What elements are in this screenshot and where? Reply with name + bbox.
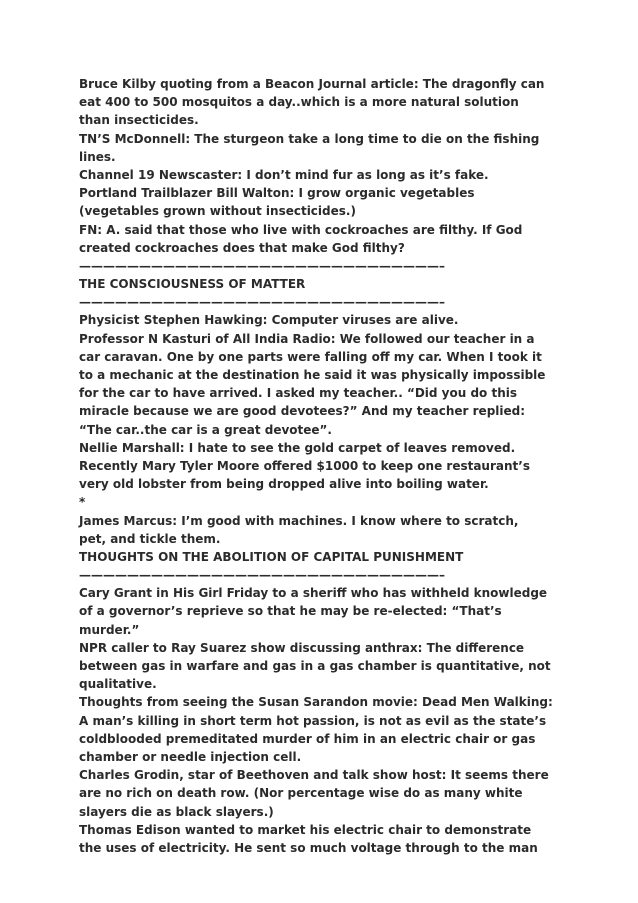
text-line: slayers die as black slayers.) xyxy=(79,804,274,819)
section-heading: THOUGHTS ON THE ABOLITION OF CAPITAL PUNISHMENT xyxy=(79,549,464,564)
separator-asterisk: * xyxy=(79,495,86,510)
divider-line: ——————————————————————————————– xyxy=(79,258,445,273)
text-line: Nellie Marshall: I hate to see the gold carpet of leaves removed. xyxy=(79,440,516,455)
text-line: A man’s killing in short term hot passion, is not as evil as the state’s xyxy=(79,713,547,728)
text-line: NPR caller to Ray Suarez show discussing anthrax: The difference xyxy=(79,640,525,655)
text-line: are no rich on death row. (Nor percentage wise do as many white xyxy=(79,786,523,801)
text-line: Thoughts from seeing the Susan Sarandon movie: Dead Men Walking: xyxy=(79,695,553,710)
text-line: “The car..the car is a great devotee”. xyxy=(79,422,332,437)
text-line: miracle because we are good devotees?” And my teacher replied: xyxy=(79,404,526,419)
text-line: pet, and tickle them. xyxy=(79,531,221,546)
text-line: coldblooded premeditated murder of him in an electric chair or gas xyxy=(79,731,536,746)
text-line: the uses of electricity. He sent so much voltage through to the man xyxy=(79,840,538,855)
text-line: between gas in warfare and gas in a gas chamber is quantitative, not xyxy=(79,659,551,673)
document-body xyxy=(79,75,569,857)
section-heading: THE CONSCIOUSNESS OF MATTER xyxy=(79,277,306,292)
text-line: eat 400 to 500 mosquitos a day..which is a more natural solution xyxy=(79,95,519,110)
text-line: to a mechanic at the destination he said it was physically impossible xyxy=(79,368,546,382)
text-line: Charles Grodin, star of Beethoven and talk show host: It seems there xyxy=(79,768,549,783)
text-line: Cary Grant in His Girl Friday to a sheriff who has withheld knowledge xyxy=(79,586,548,601)
divider-line: ——————————————————————————————– xyxy=(79,568,445,583)
text-line: of a governor’s reprieve so that he may be re-elected: “That’s xyxy=(79,604,502,619)
text-line: than insecticides. xyxy=(79,113,199,128)
text-line: car caravan. One by one parts were falling off my car. When I took it xyxy=(79,349,542,364)
text-line: Portland Trailblazer Bill Walton: I grow organic vegetables xyxy=(79,186,475,201)
text-line: lines. xyxy=(79,149,116,164)
text-line: Physicist Stephen Hawking: Computer viruses are alive. xyxy=(79,313,459,328)
text-line: Channel 19 Newscaster: I don’t mind fur as long as it’s fake. xyxy=(79,167,489,182)
text-line: for the car to have arrived. I asked my teacher.. “Did you do this xyxy=(79,386,518,401)
text-line: FN: A. said that those who live with cockroaches are filthy. If God xyxy=(79,222,523,237)
text-line: qualitative. xyxy=(79,677,157,692)
text-line: Recently Mary Tyler Moore offered $1000 to keep one restaurant’s xyxy=(79,458,530,473)
text-line: created cockroaches does that make God filthy? xyxy=(79,240,405,255)
text-line: (vegetables grown without insecticides.) xyxy=(79,204,356,219)
divider-line: ——————————————————————————————– xyxy=(79,295,445,310)
text-line: chamber or needle injection cell. xyxy=(79,749,302,764)
text-line: very old lobster from being dropped alive into boiling water. xyxy=(79,477,489,492)
text-line: murder.” xyxy=(79,622,140,637)
text-line: Bruce Kilby quoting from a Beacon Journal article: The dragonfly can xyxy=(79,77,545,91)
text-line: Thomas Edison wanted to market his electric chair to demonstrate xyxy=(79,822,532,837)
text-line: TN’S McDonnell: The sturgeon take a long time to die on the fishing xyxy=(79,131,540,146)
text-line: James Marcus: I’m good with machines. I know where to scratch, xyxy=(79,513,519,528)
text-line: Professor N Kasturi of All India Radio: We followed our teacher in a xyxy=(79,331,535,346)
